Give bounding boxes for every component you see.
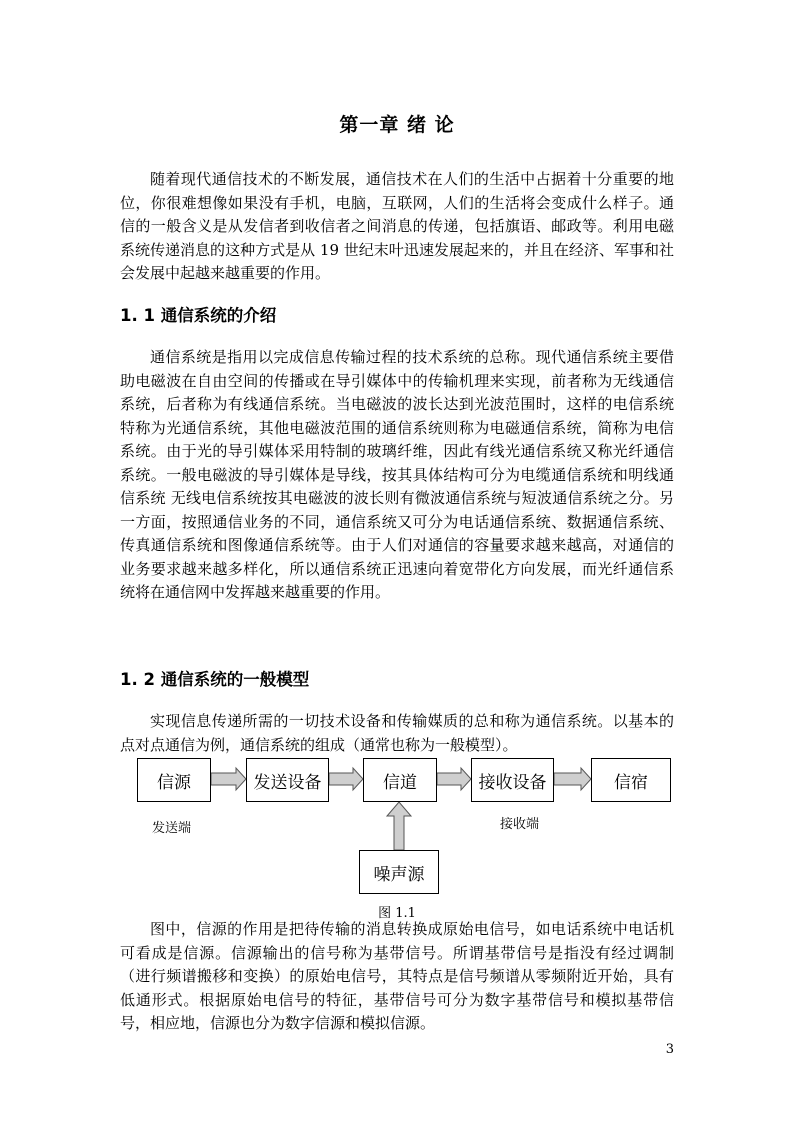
node-receiver: 接收设备	[471, 758, 554, 802]
node-source: 信源	[137, 758, 211, 802]
section-1-paragraph: 通信系统是指用以完成信息传输过程的技术系统的总称。现代通信系统主要借助电磁波在自由空间的传播或在导引媒体中的传输机理来实现，前者称为无线通信系统，后者称为有线通信系统。当电磁波的波长达到光波范围时，这样的电信系统特称为光通信系统，其他电磁波范围的通信系统则称为电磁通信系统，简称为电信系统。由于光的导引媒体采用特制的玻璃纤维，因此有线光通信系统又称光纤通信系统。一般电磁波的导引媒体是导线，按其具体结构可分为电缆通信系统和明线通信系统 无线电信系统按其电磁波的波长则有微波通信系统与短波通信系统之分。另一方面，按照通信业务的不同，通信系统又可分为电话通信系统、数据通信系统、传真通信系统和图像通信系统等。由于人们对通信的容量要求越来越高，对通信的业务要求越来越多样化，所以通信系统正迅速向着宽带化方向发展，而光纤通信系统将在通信网中发挥越来越重要的作用。	[120, 348, 674, 601]
node-transmitter: 发送设备	[246, 758, 329, 802]
arrow-receiver-to-sink	[554, 768, 591, 790]
arrow-transmitter-to-channel	[329, 768, 363, 790]
page-number: 3	[665, 1042, 674, 1057]
arrow-source-to-transmitter	[211, 768, 246, 790]
label-receive-end: 接收端	[500, 817, 540, 832]
node-noise: 噪声源	[359, 850, 439, 894]
section-1-heading: 1. 1 通信系统的介绍	[120, 306, 277, 325]
section-2-heading: 1. 2 通信系统的一般模型	[120, 670, 310, 689]
intro-paragraph: 随着现代通信技术的不断发展，通信技术在人们的生活中占据着十分重要的地位，你很难想像如果没有手机，电脑，互联网，人们的生活将会变成什么样子。通信的一般含义是从发信者到收信者之间消息的传递，包括旗语、邮政等。利用电磁系统传递消息的这种方式是从 19 世纪末叶迅速发展起来的，并且在经济、军事和社会发展中起越来越重要的作用。	[120, 170, 674, 282]
label-send-end: 发送端	[152, 821, 192, 836]
section-2-paragraph: 实现信息传递所需的一切技术设备和传输媒质的总和称为通信系统。以基本的点对点通信为例，通信系统的组成（通常也称为一般模型）。	[120, 712, 674, 754]
arrow-noise-to-channel	[387, 802, 411, 850]
chapter-title: 第一章 绪 论	[339, 114, 455, 136]
node-sink: 信宿	[591, 758, 671, 802]
communication-model-diagram	[120, 752, 680, 927]
figure-caption: 图 1.1	[378, 906, 416, 921]
arrow-channel-to-receiver	[437, 768, 471, 790]
section-2-paragraph-after: 图中，信源的作用是把待传输的消息转换成原始电信号，如电话系统中电话机可看成是信源。信源输出的信号称为基带信号。所谓基带信号是指没有经过调制（进行频谱搬移和变换）的原始电信号，其特点是信号频谱从零频附近开始，具有低通形式。根据原始电信号的特征，基带信号可分为数字基带信号和模拟基带信号，相应地，信源也分为数字信源和模拟信源。	[120, 920, 674, 1032]
node-channel: 信道	[363, 758, 437, 802]
